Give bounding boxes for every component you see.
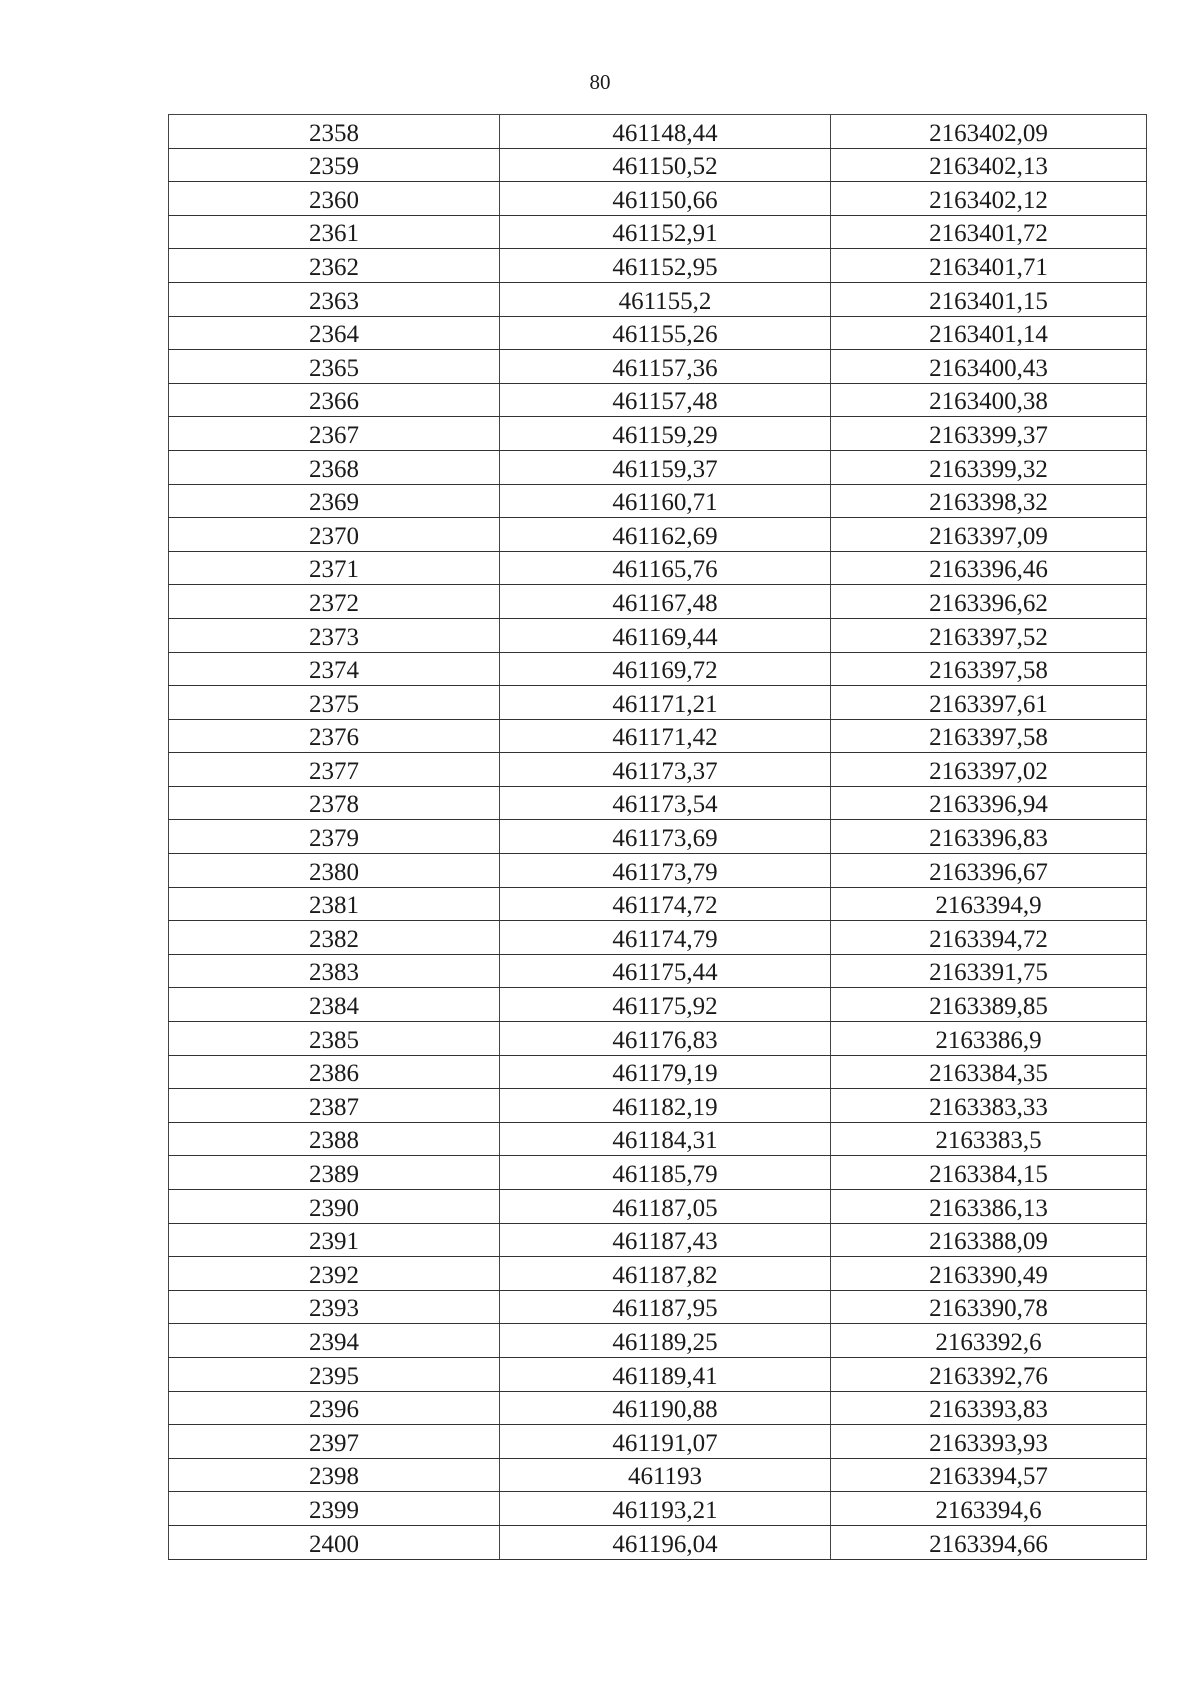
point-number-cell: 2380 xyxy=(169,854,500,888)
y-coordinate-cell: 2163394,57 xyxy=(831,1458,1147,1492)
table-row xyxy=(169,383,1147,417)
y-coordinate-cell: 2163396,62 xyxy=(831,585,1147,619)
y-coordinate-cell: 2163400,38 xyxy=(831,383,1147,417)
table-row xyxy=(169,215,1147,249)
point-number-cell: 2369 xyxy=(169,484,500,518)
x-coordinate-cell: 461175,44 xyxy=(500,954,831,988)
y-coordinate-cell: 2163384,35 xyxy=(831,1055,1147,1089)
x-coordinate-cell: 461155,26 xyxy=(500,316,831,350)
table-row xyxy=(169,182,1147,216)
y-coordinate-cell: 2163391,75 xyxy=(831,954,1147,988)
y-coordinate-cell: 2163396,46 xyxy=(831,551,1147,585)
table-row xyxy=(169,484,1147,518)
y-coordinate-cell: 2163397,52 xyxy=(831,618,1147,652)
x-coordinate-cell: 461182,19 xyxy=(500,1089,831,1123)
x-coordinate-cell: 461175,92 xyxy=(500,988,831,1022)
y-coordinate-cell: 2163402,12 xyxy=(831,182,1147,216)
x-coordinate-cell: 461152,95 xyxy=(500,249,831,283)
point-number-cell: 2365 xyxy=(169,350,500,384)
y-coordinate-cell: 2163396,67 xyxy=(831,854,1147,888)
x-coordinate-cell: 461169,72 xyxy=(500,652,831,686)
x-coordinate-cell: 461171,21 xyxy=(500,686,831,720)
point-number-cell: 2382 xyxy=(169,921,500,955)
y-coordinate-cell: 2163394,66 xyxy=(831,1525,1147,1559)
x-coordinate-cell: 461187,43 xyxy=(500,1223,831,1257)
x-coordinate-cell: 461176,83 xyxy=(500,1022,831,1056)
x-coordinate-cell: 461173,79 xyxy=(500,854,831,888)
y-coordinate-cell: 2163396,94 xyxy=(831,786,1147,820)
point-number-cell: 2363 xyxy=(169,282,500,316)
y-coordinate-cell: 2163399,37 xyxy=(831,417,1147,451)
y-coordinate-cell: 2163390,78 xyxy=(831,1290,1147,1324)
x-coordinate-cell: 461152,91 xyxy=(500,215,831,249)
y-coordinate-cell: 2163401,15 xyxy=(831,282,1147,316)
table-row xyxy=(169,1257,1147,1291)
point-number-cell: 2359 xyxy=(169,148,500,182)
table-row xyxy=(169,1089,1147,1123)
point-number-cell: 2396 xyxy=(169,1391,500,1425)
y-coordinate-cell: 2163392,6 xyxy=(831,1324,1147,1358)
x-coordinate-cell: 461196,04 xyxy=(500,1525,831,1559)
x-coordinate-cell: 461165,76 xyxy=(500,551,831,585)
table-row xyxy=(169,1055,1147,1089)
y-coordinate-cell: 2163394,9 xyxy=(831,887,1147,921)
y-coordinate-cell: 2163393,83 xyxy=(831,1391,1147,1425)
table-row xyxy=(169,585,1147,619)
table-row xyxy=(169,417,1147,451)
y-coordinate-cell: 2163386,9 xyxy=(831,1022,1147,1056)
point-number-cell: 2366 xyxy=(169,383,500,417)
point-number-cell: 2372 xyxy=(169,585,500,619)
y-coordinate-cell: 2163401,14 xyxy=(831,316,1147,350)
x-coordinate-cell: 461184,31 xyxy=(500,1122,831,1156)
x-coordinate-cell: 461167,48 xyxy=(500,585,831,619)
x-coordinate-cell: 461174,79 xyxy=(500,921,831,955)
point-number-cell: 2392 xyxy=(169,1257,500,1291)
table-row xyxy=(169,820,1147,854)
x-coordinate-cell: 461155,2 xyxy=(500,282,831,316)
table-row xyxy=(169,854,1147,888)
point-number-cell: 2362 xyxy=(169,249,500,283)
x-coordinate-cell: 461185,79 xyxy=(500,1156,831,1190)
y-coordinate-cell: 2163401,72 xyxy=(831,215,1147,249)
x-coordinate-cell: 461193,21 xyxy=(500,1492,831,1526)
x-coordinate-cell: 461162,69 xyxy=(500,518,831,552)
x-coordinate-cell: 461179,19 xyxy=(500,1055,831,1089)
y-coordinate-cell: 2163400,43 xyxy=(831,350,1147,384)
y-coordinate-cell: 2163397,09 xyxy=(831,518,1147,552)
table-row xyxy=(169,686,1147,720)
y-coordinate-cell: 2163397,58 xyxy=(831,719,1147,753)
point-number-cell: 2381 xyxy=(169,887,500,921)
point-number-cell: 2386 xyxy=(169,1055,500,1089)
point-number-cell: 2360 xyxy=(169,182,500,216)
y-coordinate-cell: 2163397,02 xyxy=(831,753,1147,787)
table-row xyxy=(169,1425,1147,1459)
table-row xyxy=(169,954,1147,988)
x-coordinate-cell: 461173,37 xyxy=(500,753,831,787)
point-number-cell: 2385 xyxy=(169,1022,500,1056)
table-row xyxy=(169,1458,1147,1492)
x-coordinate-cell: 461173,69 xyxy=(500,820,831,854)
y-coordinate-cell: 2163383,33 xyxy=(831,1089,1147,1123)
x-coordinate-cell: 461159,29 xyxy=(500,417,831,451)
x-coordinate-cell: 461187,05 xyxy=(500,1190,831,1224)
table-row xyxy=(169,1492,1147,1526)
table-row xyxy=(169,719,1147,753)
point-number-cell: 2358 xyxy=(169,115,500,149)
coordinates-table-body xyxy=(169,115,1147,1560)
table-row xyxy=(169,350,1147,384)
x-coordinate-cell: 461173,54 xyxy=(500,786,831,820)
x-coordinate-cell: 461160,71 xyxy=(500,484,831,518)
y-coordinate-cell: 2163386,13 xyxy=(831,1190,1147,1224)
point-number-cell: 2375 xyxy=(169,686,500,720)
table-row xyxy=(169,786,1147,820)
point-number-cell: 2367 xyxy=(169,417,500,451)
y-coordinate-cell: 2163399,32 xyxy=(831,450,1147,484)
point-number-cell: 2387 xyxy=(169,1089,500,1123)
x-coordinate-cell: 461148,44 xyxy=(500,115,831,149)
table-row xyxy=(169,652,1147,686)
point-number-cell: 2395 xyxy=(169,1357,500,1391)
page-number: 80 xyxy=(589,70,611,94)
point-number-cell: 2376 xyxy=(169,719,500,753)
table-row xyxy=(169,921,1147,955)
table-row xyxy=(169,115,1147,149)
x-coordinate-cell: 461171,42 xyxy=(500,719,831,753)
x-coordinate-cell: 461150,52 xyxy=(500,148,831,182)
point-number-cell: 2361 xyxy=(169,215,500,249)
point-number-cell: 2397 xyxy=(169,1425,500,1459)
point-number-cell: 2377 xyxy=(169,753,500,787)
point-number-cell: 2368 xyxy=(169,450,500,484)
point-number-cell: 2398 xyxy=(169,1458,500,1492)
point-number-cell: 2371 xyxy=(169,551,500,585)
y-coordinate-cell: 2163394,6 xyxy=(831,1492,1147,1526)
table-row xyxy=(169,1324,1147,1358)
y-coordinate-cell: 2163389,85 xyxy=(831,988,1147,1022)
point-number-cell: 2370 xyxy=(169,518,500,552)
table-row xyxy=(169,1525,1147,1559)
y-coordinate-cell: 2163388,09 xyxy=(831,1223,1147,1257)
x-coordinate-cell: 461189,41 xyxy=(500,1357,831,1391)
table-row xyxy=(169,282,1147,316)
x-coordinate-cell: 461187,95 xyxy=(500,1290,831,1324)
table-row xyxy=(169,148,1147,182)
table-row xyxy=(169,249,1147,283)
table-row xyxy=(169,1391,1147,1425)
table-row xyxy=(169,753,1147,787)
point-number-cell: 2378 xyxy=(169,786,500,820)
point-number-cell: 2374 xyxy=(169,652,500,686)
y-coordinate-cell: 2163394,72 xyxy=(831,921,1147,955)
table-row xyxy=(169,1357,1147,1391)
x-coordinate-cell: 461157,48 xyxy=(500,383,831,417)
y-coordinate-cell: 2163401,71 xyxy=(831,249,1147,283)
x-coordinate-cell: 461190,88 xyxy=(500,1391,831,1425)
x-coordinate-cell: 461174,72 xyxy=(500,887,831,921)
x-coordinate-cell: 461169,44 xyxy=(500,618,831,652)
table-row xyxy=(169,1156,1147,1190)
point-number-cell: 2389 xyxy=(169,1156,500,1190)
x-coordinate-cell: 461159,37 xyxy=(500,450,831,484)
y-coordinate-cell: 2163398,32 xyxy=(831,484,1147,518)
y-coordinate-cell: 2163396,83 xyxy=(831,820,1147,854)
x-coordinate-cell: 461187,82 xyxy=(500,1257,831,1291)
table-row xyxy=(169,1290,1147,1324)
point-number-cell: 2399 xyxy=(169,1492,500,1526)
table-row xyxy=(169,518,1147,552)
table-row xyxy=(169,1190,1147,1224)
y-coordinate-cell: 2163384,15 xyxy=(831,1156,1147,1190)
point-number-cell: 2364 xyxy=(169,316,500,350)
x-coordinate-cell: 461150,66 xyxy=(500,182,831,216)
y-coordinate-cell: 2163390,49 xyxy=(831,1257,1147,1291)
point-number-cell: 2388 xyxy=(169,1122,500,1156)
point-number-cell: 2383 xyxy=(169,954,500,988)
table-row xyxy=(169,988,1147,1022)
table-row xyxy=(169,1022,1147,1056)
y-coordinate-cell: 2163383,5 xyxy=(831,1122,1147,1156)
point-number-cell: 2384 xyxy=(169,988,500,1022)
table-row xyxy=(169,618,1147,652)
table-row xyxy=(169,887,1147,921)
y-coordinate-cell: 2163397,58 xyxy=(831,652,1147,686)
y-coordinate-cell: 2163392,76 xyxy=(831,1357,1147,1391)
point-number-cell: 2390 xyxy=(169,1190,500,1224)
point-number-cell: 2393 xyxy=(169,1290,500,1324)
y-coordinate-cell: 2163397,61 xyxy=(831,686,1147,720)
x-coordinate-cell: 461189,25 xyxy=(500,1324,831,1358)
x-coordinate-cell: 461193 xyxy=(500,1458,831,1492)
coordinates-table xyxy=(168,114,1147,1560)
table-row xyxy=(169,551,1147,585)
point-number-cell: 2391 xyxy=(169,1223,500,1257)
point-number-cell: 2394 xyxy=(169,1324,500,1358)
x-coordinate-cell: 461191,07 xyxy=(500,1425,831,1459)
table-row xyxy=(169,1122,1147,1156)
point-number-cell: 2400 xyxy=(169,1525,500,1559)
y-coordinate-cell: 2163393,93 xyxy=(831,1425,1147,1459)
point-number-cell: 2373 xyxy=(169,618,500,652)
y-coordinate-cell: 2163402,13 xyxy=(831,148,1147,182)
table-row xyxy=(169,1223,1147,1257)
point-number-cell: 2379 xyxy=(169,820,500,854)
table-row xyxy=(169,316,1147,350)
y-coordinate-cell: 2163402,09 xyxy=(831,115,1147,149)
table-row xyxy=(169,450,1147,484)
x-coordinate-cell: 461157,36 xyxy=(500,350,831,384)
